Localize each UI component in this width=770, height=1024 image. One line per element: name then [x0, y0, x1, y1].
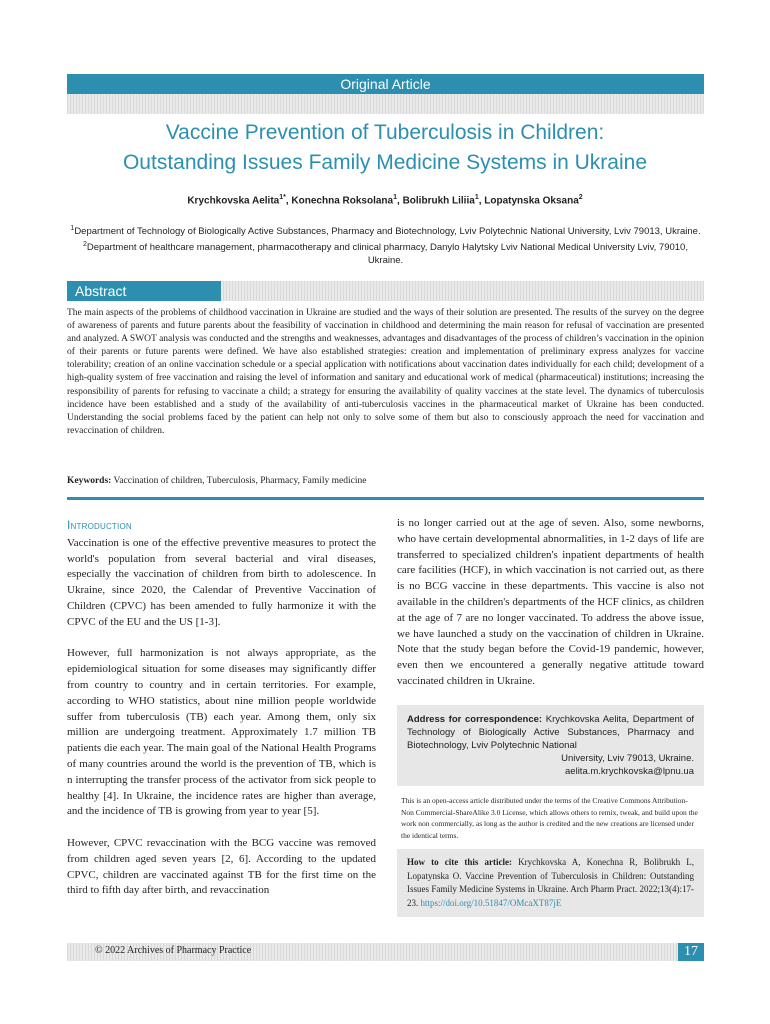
section-divider — [67, 497, 704, 500]
page-footer — [67, 943, 704, 961]
license-note — [397, 791, 704, 842]
title-line-2: Outstanding Issues Family Medicine Systems in Ukraine — [122, 151, 648, 174]
author-superscript: 1 — [474, 194, 479, 201]
affiliation-text: Department of healthcare management, pharmacotherapy and clinical pharmacy, Danylo Halytsky Lviv National Medical University Lviv, 79010, Ukraine. — [86, 242, 688, 267]
keywords-text: Vaccination of children, Tuberculosis, Pharmacy, Family medicine — [111, 476, 367, 486]
correspondence-text: Krychkovska Aelita, Department of Technology of Biologically Active Substances, Pharmacy and Biotechnology, Lviv Polytechnic National — [407, 714, 694, 751]
article-title — [40, 118, 730, 178]
author-name: , Konechna Roksolana — [285, 195, 394, 207]
author-superscript: 2 — [578, 194, 583, 201]
article-type-banner — [67, 74, 704, 114]
affiliation-text: Department of Technology of Biologically Active Substances, Pharmacy and Biotechnology, Lviv Polytechnic National University, Lviv 79013, Ukraine. — [74, 226, 701, 238]
author-superscript: 1* — [279, 194, 286, 201]
correspondence-address: University, Lviv 79013, Ukraine. — [561, 753, 694, 764]
abstract-heading: Abstract — [67, 281, 221, 301]
license-text: This is an open-access article distributed under the terms of the Creative Commons Attribution-Non Commercial-ShareAlike 3.0 License, which allows others to remix, tweak, and build upon the work non commercially, as long as the author is credited and the new creations are licensed under the identical terms. — [401, 796, 698, 840]
affiliations — [67, 222, 704, 267]
paragraph: is no longer carried out at the age of seven. Also, some newborns, who have certain developmental abnormalities, in 1-2 days of life are transferred to specialized children's inpatient departments of health care facilities (HCF), in which vaccination is not carried out, as there is no BCG vaccine in these departments. This vaccine is also not available in the children's departments of the HCF clinics, as children at the age of 7 are no longer vaccinated. To address the above issue, we have launched a study on the vaccination of children in Ukraine. Note that the study began before the Covid-19 pandemic, however, even then we encountered a generally negative attitude toward vaccinated children in Ukraine. — [397, 517, 704, 687]
paragraph: However, CPVC revaccination with the BCG vaccine was removed from children aged seven years [2, 6]. According to the updated CPVC, children are vaccinated against TB for the first time on the third to fifth day after birth, and revaccination — [67, 836, 376, 897]
abstract-body: The main aspects of the problems of childhood vaccination in Ukraine are studied and the ways of their solution are presented. The results of the survey on the degree of awareness of parents and future parents about the feasibility of vaccination in childhood and determining the main reason for refusal of vaccination are presented and analyzed. A SWOT analysis was conducted and the strengths and weaknesses, advantages and disadvantages of the process of children’s vaccination in the opinion of their parents or future parents were defined. We have also established strategies: creation and implementation of preliminary express analyzes for vaccine tolerability; creation of an online vaccination schedule or a special application with notifications about vaccination dates individually for each child; development of a high-quality system of free vaccination and raising the level of information and sanitary and educational work of medical (pharmaceutical) institutions; increasing the responsibility of parents for refusing to vaccinate a child; a strategy for ensuring the availability of quality vaccines at the state level. The dynamics of tuberculosis incidence have been established and a study of the availability of anti-tuberculosis vaccines in the pharmaceutical market of Ukraine has been conducted. Understanding the social problems faced by the patient can help not only to solve some of them but also to consciously approach the need for vaccination and revaccination of children. — [67, 308, 704, 436]
introduction-heading: Introduction — [67, 518, 132, 532]
abstract-heading-strip — [67, 281, 704, 301]
affiliation-superscript: 2 — [83, 241, 87, 249]
keywords-label: Keywords: — [67, 476, 112, 486]
left-column — [67, 518, 376, 915]
title-line-1: Vaccine Prevention of Tuberculosis in Children: — [165, 121, 605, 144]
citation-text: Krychkovska A, Konechna R, Bolibrukh L, Lopatynska O. Vaccine Prevention of Tuberculosis in Children: Outstanding Issues Family Medicine Systems in Ukraine. Arch Pharm Pract. 2022;13(4):17-23. — [407, 857, 695, 908]
citation-label: How to cite this article: — [407, 857, 512, 867]
author-name: Krychkovska Aelita — [187, 195, 280, 207]
paragraph: However, full harmonization is not always appropriate, as the epidemiological situation for some diseases may significantly differ from country to country and in certain territories. For example, according to WHO statistics, about nine million people worldwide suffer from tuberculosis (TB) each year. Among them, only six million are undergoing treatment. Approximately 1.7 million TB patients die each year. The main goal of the National Health Programs of many countries around the world is the prevention of TB, which is n interrupting the transfer process of the activator from sick people to healthy [4]. In Ukraine, the incidence rates are higher than average, and the incidence of TB is growing from year to year [5]. — [67, 647, 376, 818]
doi-link[interactable]: https://doi.org/10.51847/OMcaXT87jE — [420, 897, 562, 908]
copyright-text: © 2022 Archives of Pharmacy Practice — [95, 945, 252, 956]
citation-box — [397, 849, 704, 917]
author-name: , Lopatynska Oksana — [478, 195, 579, 207]
author-list — [40, 194, 730, 206]
correspondence-label: Address for correspondence: — [407, 714, 543, 725]
paragraph: Vaccination is one of the effective preventive measures to protect the world's population from several bacterial and viral diseases, especially the vaccination of children from birth to adolescence. In Ukraine, since 2020, the Calendar of Preventive Vaccination of Children (CPVC) has been amended to fully harmonize it with the CPVC of the EU and the US [1-3]. — [67, 536, 376, 628]
affiliation-superscript: 1 — [70, 225, 75, 232]
correspondence-email[interactable]: aelita.m.krychkovska@lpnu.ua — [565, 766, 694, 777]
keywords — [67, 476, 704, 486]
page-number: 17 — [678, 943, 704, 961]
author-name: , Bolibrukh Liliia — [397, 195, 475, 207]
right-column — [397, 516, 704, 690]
author-superscript: 1 — [393, 194, 398, 201]
correspondence-box — [397, 705, 704, 786]
article-type-label: Original Article — [67, 74, 704, 94]
